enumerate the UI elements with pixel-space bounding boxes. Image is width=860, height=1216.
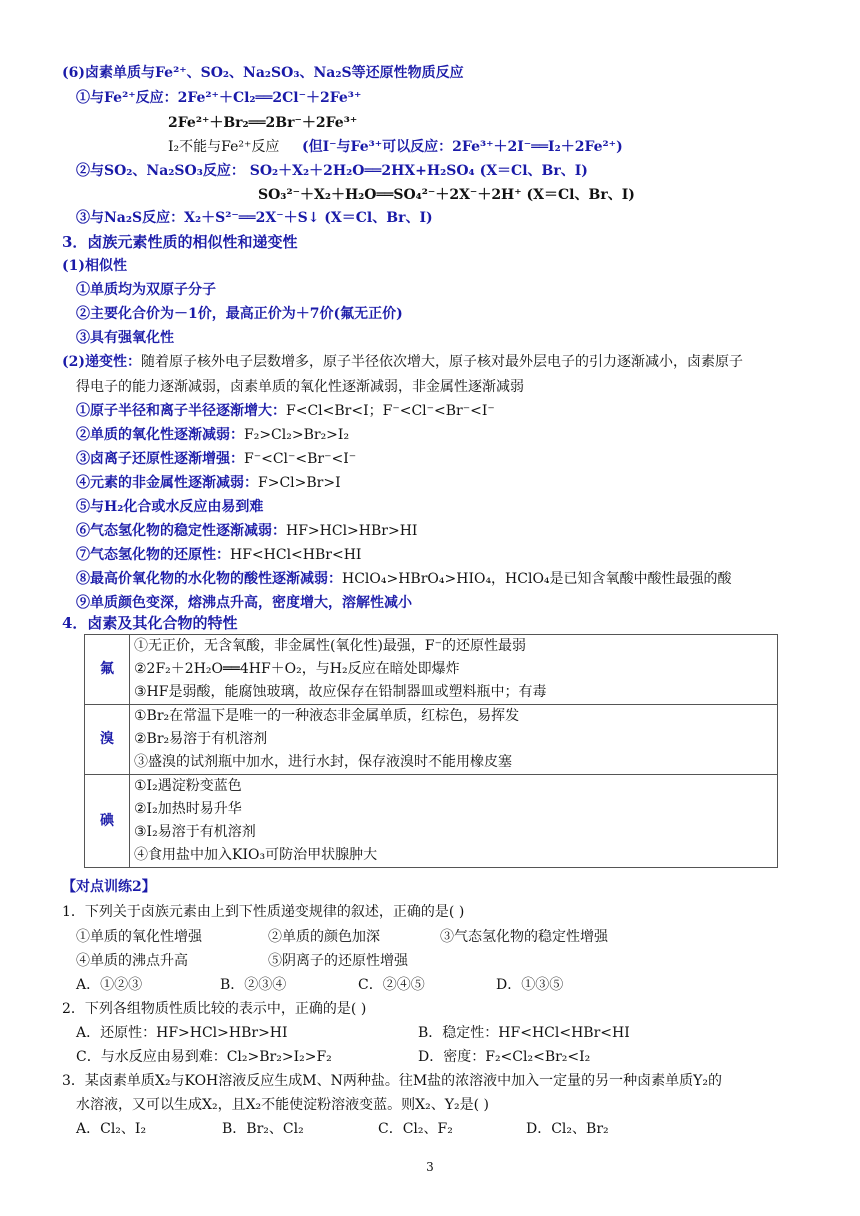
table-row-fluorine [85, 635, 778, 705]
q3-option-a[interactable]: A．Cl₂、I₂ [76, 1121, 147, 1137]
reaction-fe-3b: (但I⁻与Fe³⁺可以反应：2Fe³⁺＋2I⁻══I₂＋2Fe²⁺) [302, 139, 623, 155]
q1-statement-5: ⑤阴离子的还原性增强 [268, 953, 408, 969]
rule-2 [76, 425, 349, 445]
rule-7 [76, 545, 361, 565]
q1-statement-1: ①单质的氧化性增强 [76, 929, 202, 945]
table-cell-iodine [130, 775, 778, 868]
q2-option-d[interactable]: D．密度：F₂<Cl₂<Br₂<I₂ [418, 1049, 591, 1065]
table-line: ④食用盐中加入KIO₃可防治甲状腺肿大 [134, 847, 378, 863]
q2-option-b[interactable]: B．稳定性：HF<HCl<HBr<HI [418, 1025, 630, 1041]
q3-option-d[interactable]: D．Cl₂、Br₂ [526, 1121, 609, 1137]
q1-statement-2: ②单质的颜色加深 [268, 929, 380, 945]
table-row-bromine [85, 705, 778, 775]
table-line: ①I₂遇淀粉变蓝色 [134, 778, 242, 794]
section-6-title: (6)卤素单质与Fe²⁺、SO₂、Na₂SO₃、Na₂S等还原性物质反应 [62, 65, 464, 81]
question-1: 1．下列关于卤族元素由上到下性质递变规律的叙述，正确的是( ) [62, 904, 465, 920]
rule-3-head: ③卤离子还原性逐渐增强： [76, 451, 244, 467]
table-line: ②Br₂易溶于有机溶剂 [134, 731, 268, 747]
table-line: ②2F₂＋2H₂O══4HF＋O₂，与H₂反应在暗处即爆炸 [134, 661, 460, 677]
q1-option-c[interactable]: C．②④⑤ [358, 977, 425, 993]
q1-option-a[interactable]: A．①②③ [76, 977, 143, 993]
table-row-iodine [85, 775, 778, 868]
rule-1-text: F<Cl<Br<I；F⁻<Cl⁻<Br⁻<I⁻ [286, 403, 495, 419]
table-line: ②I₂加热时易升华 [134, 801, 242, 817]
reaction-fe-1: ①与Fe²⁺反应：2Fe²⁺＋Cl₂══2Cl⁻＋2Fe³⁺ [76, 90, 362, 106]
gradation-intro [62, 352, 743, 372]
rule-5: ⑤与H₂化合或水反应由易到难 [76, 499, 264, 515]
rule-6-head: ⑥气态氢化物的稳定性逐渐减弱： [76, 523, 286, 539]
question-2: 2．下列各组物质性质比较的表示中，正确的是( ) [62, 1001, 367, 1017]
rule-6-text: HF>HCl>HBr>HI [286, 523, 418, 539]
table-line: ③I₂易溶于有机溶剂 [134, 824, 256, 840]
rule-7-text: HF<HCl<HBr<HI [230, 547, 362, 563]
rule-9: ⑨单质颜色变深，熔沸点升高，密度增大，溶解性减小 [76, 595, 412, 611]
table-cell-fluorine [130, 635, 778, 705]
reaction-na2s: ③与Na₂S反应：X₂＋S²⁻══2X⁻＋S↓ (X＝Cl、Br、I) [76, 210, 433, 226]
table-line: ①无正价，无含氧酸，非金属性(氧化性)最强，F⁻的还原性最弱 [134, 638, 527, 654]
similarity-3: ③具有强氧化性 [76, 330, 174, 346]
rule-1 [76, 401, 495, 421]
rule-8-text: HClO₄>HBrO₄>HIO₄，HClO₄是已知含氧酸中酸性最强的酸 [342, 571, 732, 587]
rule-2-head: ②单质的氧化性逐渐减弱： [76, 427, 244, 443]
reaction-so3: SO₃²⁻＋X₂＋H₂O══SO₄²⁻＋2X⁻＋2H⁺ (X＝Cl、Br、I) [258, 187, 635, 203]
reaction-so2: ②与SO₂、Na₂SO₃反应： SO₂＋X₂＋2H₂O══2HX+H₂SO₄ (X＝Cl、Br、I) [76, 163, 588, 179]
rule-3 [76, 449, 356, 469]
table-line: ③HF是弱酸，能腐蚀玻璃，故应保存在铅制器皿或塑料瓶中；有毒 [134, 684, 547, 700]
gradation-text: 随着原子核外电子层数增多，原子半径依次增大，原子核对最外层电子的引力逐渐减小，卤素原子 [141, 354, 743, 370]
rule-7-head: ⑦气态氢化物的还原性： [76, 547, 230, 563]
table-cell-bromine [130, 705, 778, 775]
similarity-2: ②主要化合价为－1价，最高正价为＋7价(氟无正价) [76, 306, 403, 322]
rule-4-text: F>Cl>Br>I [258, 475, 341, 491]
table-line: ③盛溴的试剂瓶中加水，进行水封，保存液溴时不能用橡皮塞 [134, 754, 512, 770]
halogen-properties-table [84, 634, 778, 868]
rule-8-head: ⑧最高价氧化物的水化物的酸性逐渐减弱： [76, 571, 342, 587]
similarity-title: (1)相似性 [62, 258, 127, 274]
rule-8 [76, 569, 732, 589]
table-line: ①Br₂在常温下是唯一的一种液态非金属单质，红棕色，易挥发 [134, 708, 520, 724]
q2-option-a[interactable]: A．还原性：HF>HCl>HBr>HI [76, 1025, 288, 1041]
reaction-fe-2: 2Fe²⁺＋Br₂══2Br⁻＋2Fe³⁺ [168, 115, 358, 131]
question-3-cont: 水溶液，又可以生成X₂，且X₂不能使淀粉溶液变蓝。则X₂、Y₂是( ) [76, 1097, 489, 1113]
section-3-title: 3．卤族元素性质的相似性和递变性 [62, 233, 298, 251]
practice-title: 【对点训练2】 [62, 879, 156, 895]
table-head-bromine: 溴 [85, 705, 130, 775]
rule-4-head: ④元素的非金属性逐渐减弱： [76, 475, 258, 491]
rule-2-text: F₂>Cl₂>Br₂>I₂ [244, 427, 350, 443]
reaction-fe-3a: I₂不能与Fe²⁺反应 [168, 139, 280, 155]
q3-option-b[interactable]: B．Br₂、Cl₂ [222, 1121, 304, 1137]
rule-4 [76, 473, 341, 493]
page-number: 3 [426, 1160, 434, 1174]
q3-option-c[interactable]: C．Cl₂、F₂ [378, 1121, 453, 1137]
gradation-title: (2)递变性： [62, 354, 141, 370]
table-head-fluorine: 氟 [85, 635, 130, 705]
rule-1-head: ①原子半径和离子半径逐渐增大： [76, 403, 286, 419]
q1-statement-3: ③气态氢化物的稳定性增强 [440, 929, 608, 945]
table-head-iodine: 碘 [85, 775, 130, 868]
q1-option-d[interactable]: D．①③⑤ [496, 977, 564, 993]
similarity-1: ①单质均为双原子分子 [76, 282, 216, 298]
gradation-text-2: 得电子的能力逐渐减弱，卤素单质的氧化性逐渐减弱，非金属性逐渐减弱 [76, 379, 524, 395]
q2-option-c[interactable]: C．与水反应由易到难：Cl₂>Br₂>I₂>F₂ [76, 1049, 332, 1065]
rule-3-text: F⁻<Cl⁻<Br⁻<I⁻ [244, 451, 357, 467]
q1-statement-4: ④单质的沸点升高 [76, 953, 188, 969]
section-4-title: 4．卤素及其化合物的特性 [62, 614, 238, 632]
rule-6 [76, 521, 417, 541]
q1-option-b[interactable]: B．②③④ [220, 977, 287, 993]
question-3: 3．某卤素单质X₂与KOH溶液反应生成M、N两种盐。往M盐的浓溶液中加入一定量的另一种卤素单质Y₂的 [62, 1073, 723, 1089]
